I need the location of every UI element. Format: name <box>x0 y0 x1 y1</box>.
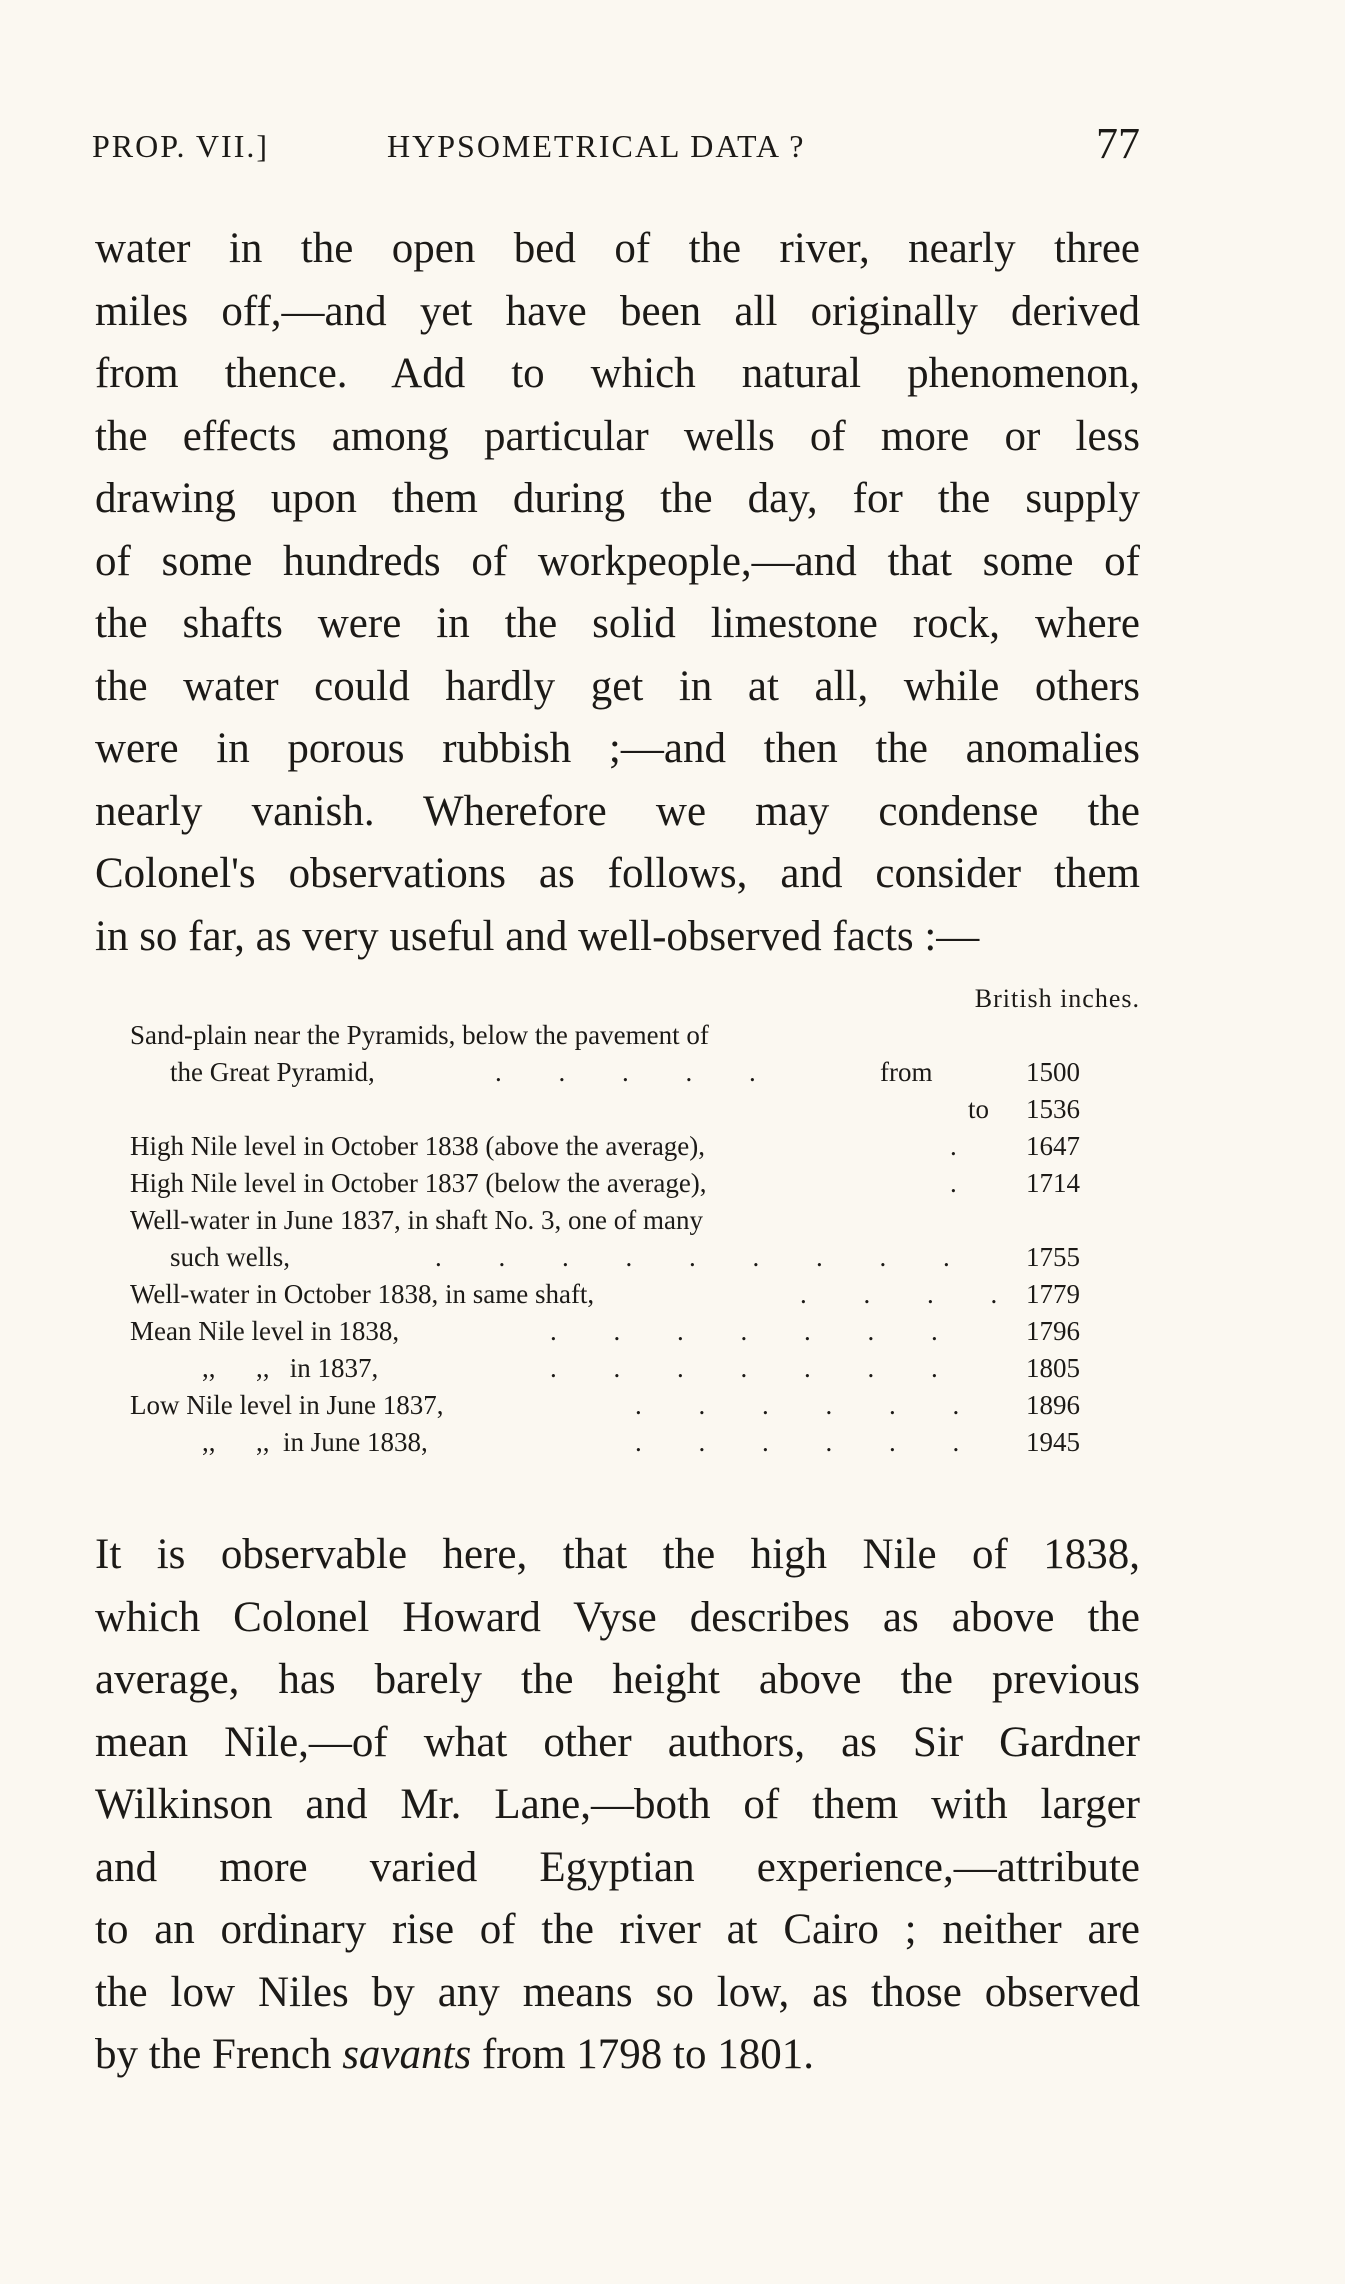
row-value: 1796 <box>1026 1316 1080 1346</box>
row-range-label: to <box>968 1094 990 1124</box>
leader-dots: . . . . . . <box>635 1390 985 1420</box>
leader-dots: . . . . . . . <box>550 1316 963 1346</box>
row-description: the Great Pyramid, <box>170 1057 375 1087</box>
leader-dots: . . . . . . . <box>550 1353 963 1383</box>
text-line: Wilkinson and Mr. Lane,—both of them with larger <box>95 1781 1140 1828</box>
row-description: Sand-plain near the Pyramids, below the pavement of <box>130 1020 709 1050</box>
text-line: mean Nile,—of what other authors, as Sir Gardner <box>95 1718 1140 1766</box>
table-row <box>130 1350 1080 1387</box>
row-description: Well-water in June 1837, in shaft No. 3, one of many <box>130 1205 703 1235</box>
row-value: 1500 <box>1026 1057 1080 1087</box>
text-line: were in porous rubbish ;—and then the anomalies <box>95 725 1140 772</box>
text-line <box>95 2024 1140 2087</box>
row-value: 1779 <box>1026 1279 1080 1309</box>
text-line: of some hundreds of workpeople,—and that some of <box>95 537 1140 585</box>
leader-dots: . <box>950 1168 982 1198</box>
text-line: the low Niles by any means so low, as those observed <box>95 1968 1140 2016</box>
row-value: 1945 <box>1026 1427 1080 1457</box>
table-row <box>130 1017 1080 1054</box>
text-line: nearly vanish. Wherefore we may condense the <box>95 787 1140 835</box>
paragraph-2 <box>95 1524 1140 2087</box>
leader-dots: . . . . <box>800 1279 1023 1309</box>
row-description: High Nile level in October 1837 (below the average), <box>130 1168 707 1198</box>
text-line: drawing upon them during the day, for the supply <box>95 475 1140 522</box>
row-value: 1896 <box>1026 1390 1080 1420</box>
table-row <box>130 1165 1080 1202</box>
leader-dots: . . . . . . . . . <box>435 1242 975 1272</box>
unit-header: British inches. <box>974 984 1140 1013</box>
leader-dots: . . . . . <box>495 1057 781 1087</box>
text-run: by the French <box>95 2031 343 2078</box>
text-line: water in the open bed of the river, nearly three <box>95 225 1140 272</box>
table-row <box>130 1054 1080 1091</box>
text-line: the water could hardly get in at all, while others <box>95 662 1140 710</box>
row-description: ,, ,, in June 1838, <box>202 1427 428 1457</box>
row-description: Mean Nile level in 1838, <box>130 1316 400 1346</box>
row-range-label: from <box>880 1057 933 1087</box>
text-line: which Colonel Howard Vyse describes as above the <box>95 1593 1140 1641</box>
running-header <box>92 118 1140 178</box>
row-description: such wells, <box>170 1242 290 1272</box>
text-line: the shafts were in the solid limestone rock, where <box>95 600 1140 647</box>
row-description: High Nile level in October 1838 (above the average), <box>130 1131 706 1161</box>
text-line: It is observable here, that the high Nile of 1838, <box>95 1531 1140 1578</box>
table-row <box>130 1313 1080 1350</box>
text-line: miles off,—and yet have been all originally derived <box>95 287 1140 335</box>
row-value: 1647 <box>1026 1131 1080 1161</box>
row-description: Well-water in October 1838, in same shaft, <box>130 1279 595 1309</box>
row-description: Low Nile level in June 1837, <box>130 1390 444 1420</box>
italic-term: savants <box>342 2031 472 2078</box>
text-line: the effects among particular wells of more or less <box>95 412 1140 460</box>
text-line: Colonel's observations as follows, and consider them <box>95 850 1140 897</box>
row-description: ,, ,, in 1837, <box>202 1353 379 1383</box>
row-value: 1536 <box>1026 1094 1080 1124</box>
table-row <box>130 1128 1080 1165</box>
paragraph-1 <box>95 218 1140 968</box>
text-line: average, has barely the height above the previous <box>95 1656 1140 1703</box>
table-row <box>130 1276 1080 1313</box>
table-row <box>130 1202 1080 1239</box>
table-row <box>130 1387 1080 1424</box>
row-value: 1714 <box>1026 1168 1080 1198</box>
page-number: 77 <box>1096 119 1140 168</box>
table-row <box>130 1424 1080 1461</box>
text-line: in so far, as very useful and well-observed facts :— <box>95 912 980 960</box>
header-proposition: PROP. VII.] <box>92 128 269 164</box>
leader-dots: . . . . . . <box>635 1427 985 1457</box>
row-value: 1755 <box>1026 1242 1080 1272</box>
text-line: and more varied Egyptian experience,—attribute <box>95 1843 1140 1891</box>
leader-dots: . <box>950 1131 982 1161</box>
text-run: from 1798 to 1801. <box>471 2031 814 2078</box>
row-value: 1805 <box>1026 1353 1080 1383</box>
header-title: HYPSOMETRICAL DATA ? <box>387 128 806 164</box>
text-line: from thence. Add to which natural phenomenon, <box>95 350 1140 397</box>
table-row <box>130 1239 1080 1276</box>
text-line: to an ordinary rise of the river at Cairo ; neither are <box>95 1906 1140 1953</box>
table-row <box>130 1091 1080 1128</box>
